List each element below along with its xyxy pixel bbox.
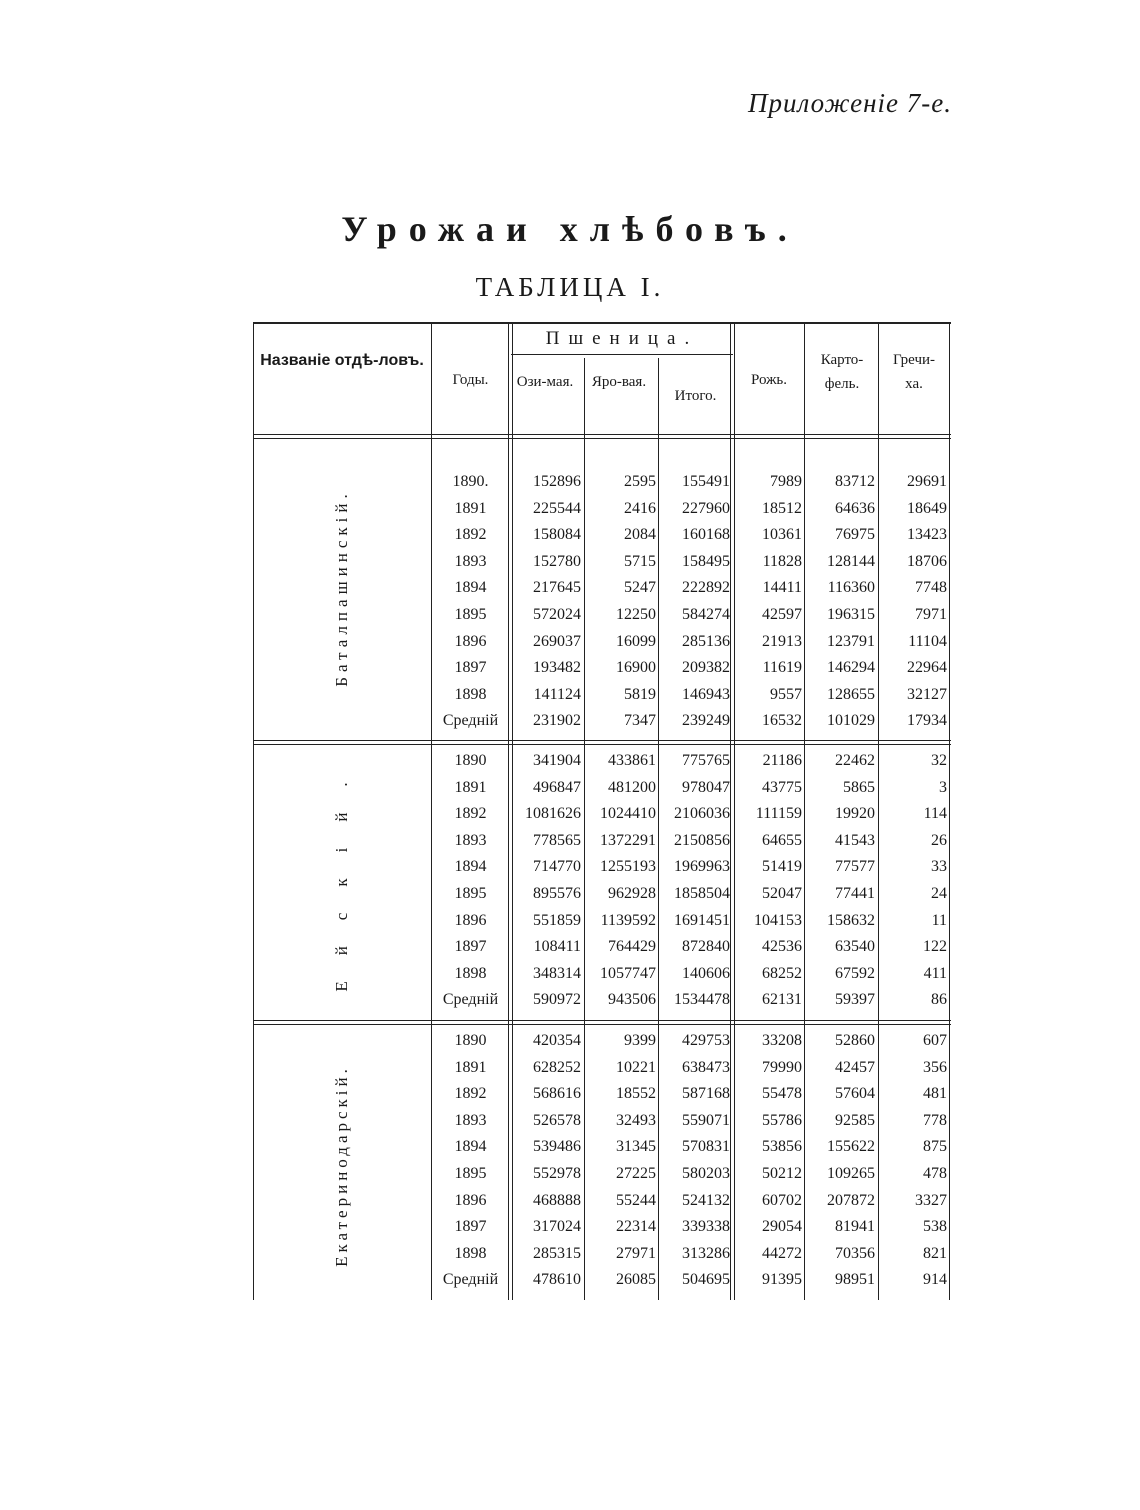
row-year-cell: 1894 — [454, 1138, 487, 1156]
rye-cell: 11619 — [762, 659, 802, 677]
wheat-total-cell: 1691451 — [674, 911, 730, 929]
wheat-total-cell: 584274 — [682, 606, 730, 623]
wheat-total-cell: 1534478 — [674, 991, 730, 1009]
potato-cell: 76975 — [835, 526, 875, 544]
spring-wheat-cell: 481200 — [608, 778, 656, 796]
spring-wheat-cell: 2416 — [624, 499, 656, 517]
winter-wheat-cell: 496847 — [533, 778, 581, 796]
winter-wheat-cell: 317024 — [533, 1218, 581, 1236]
rye-cell: 62131 — [762, 991, 802, 1009]
wheat-total-cell: 587168 — [682, 1085, 730, 1103]
potato-cell: 81941 — [835, 1218, 875, 1236]
buckwheat-cell: 3327 — [915, 1191, 947, 1209]
potato-cell: 67592 — [835, 964, 875, 982]
table-row — [253, 1214, 951, 1241]
rye-cell: 7989 — [770, 473, 802, 490]
page-title: Урожаи хлѣбовъ. — [341, 209, 799, 249]
buckwheat-cell: 11104 — [908, 632, 947, 650]
rye-cell: 10361 — [762, 526, 802, 544]
spring-wheat-cell: 1139592 — [600, 911, 656, 929]
wheat-total-cell: 209382 — [682, 659, 730, 677]
group-name-batalpashinsky: Баталпашинскій. — [332, 489, 351, 687]
potato-cell: 109265 — [827, 1165, 875, 1182]
rye-cell: 104153 — [754, 911, 802, 929]
table-row — [253, 1241, 951, 1268]
winter-wheat-cell: 572024 — [533, 606, 581, 623]
buckwheat-cell: 29691 — [907, 473, 947, 490]
winter-wheat-cell: 141124 — [533, 685, 581, 703]
spring-wheat-cell: 16900 — [616, 659, 656, 677]
spring-wheat-cell: 27971 — [616, 1244, 656, 1262]
spring-wheat-cell: 22314 — [616, 1218, 656, 1236]
spring-wheat-cell: 16099 — [616, 632, 656, 650]
potato-cell: 92585 — [835, 1111, 875, 1129]
winter-wheat-cell: 269037 — [533, 632, 581, 650]
table-row — [253, 1055, 951, 1082]
winter-wheat-cell: 539486 — [533, 1138, 581, 1156]
table-row — [253, 828, 951, 855]
row-year-cell: 1892 — [454, 526, 487, 544]
winter-wheat-cell: 895576 — [533, 885, 581, 902]
spring-wheat-cell: 55244 — [616, 1191, 656, 1209]
winter-wheat-cell: 108411 — [533, 938, 581, 956]
buckwheat-cell: 821 — [923, 1244, 947, 1262]
spring-wheat-cell: 9399 — [624, 1032, 656, 1049]
table-row — [253, 1188, 951, 1215]
winter-wheat-cell: 217645 — [533, 579, 581, 597]
rye-cell: 55786 — [762, 1111, 802, 1129]
rye-cell: 52047 — [762, 885, 802, 902]
potato-cell: 128144 — [827, 552, 875, 570]
row-year-cell: 1895 — [454, 1165, 487, 1182]
row-year-cell: 1897 — [454, 659, 487, 677]
spring-wheat-cell: 962928 — [608, 885, 656, 902]
buckwheat-cell: 22964 — [907, 659, 947, 677]
spring-wheat-cell: 5715 — [624, 552, 656, 570]
spring-wheat-cell: 18552 — [616, 1085, 656, 1103]
rye-cell: 55478 — [762, 1085, 802, 1103]
buckwheat-cell: 478 — [923, 1165, 947, 1182]
winter-wheat-cell: 152896 — [533, 473, 581, 490]
spring-wheat-cell: 7347 — [624, 712, 656, 730]
row-year-cell: 1895 — [454, 606, 487, 623]
row-year-cell: 1890 — [454, 1032, 487, 1049]
buckwheat-cell: 17934 — [907, 712, 947, 730]
wheat-total-cell: 638473 — [682, 1058, 730, 1076]
buckwheat-cell: 875 — [923, 1138, 947, 1156]
table-row — [253, 1161, 951, 1188]
table-row — [253, 682, 951, 709]
header-bottom-rule — [253, 434, 951, 439]
wheat-total-cell: 155491 — [682, 473, 730, 490]
rye-cell: 44272 — [762, 1244, 802, 1262]
header-total: Итого. — [674, 388, 717, 404]
wheat-total-cell: 222892 — [682, 579, 730, 597]
rye-cell: 50212 — [762, 1165, 802, 1182]
winter-wheat-cell: 714770 — [533, 858, 581, 876]
winter-wheat-cell: 420354 — [533, 1032, 581, 1049]
row-year-cell: 1893 — [454, 552, 487, 570]
winter-wheat-cell: 348314 — [533, 964, 581, 982]
winter-wheat-cell: 526578 — [533, 1111, 581, 1129]
row-year-cell: 1894 — [454, 579, 487, 597]
wheat-total-cell: 158495 — [682, 552, 730, 570]
wheat-total-cell: 227960 — [682, 499, 730, 517]
potato-cell: 5865 — [843, 778, 875, 796]
potato-cell: 116360 — [827, 579, 875, 597]
table-row — [253, 881, 951, 908]
rye-cell: 11828 — [762, 552, 802, 570]
wheat-total-cell: 978047 — [682, 778, 730, 796]
spring-wheat-cell: 5819 — [624, 685, 656, 703]
rye-cell: 51419 — [762, 858, 802, 876]
buckwheat-cell: 356 — [923, 1058, 947, 1076]
table-row — [253, 908, 951, 935]
wheat-total-cell: 524132 — [682, 1191, 730, 1209]
table-row — [253, 469, 951, 496]
row-year-cell: 1893 — [454, 831, 487, 849]
header-potato: Карто-фель. — [820, 352, 864, 392]
potato-cell: 101029 — [827, 712, 875, 730]
potato-cell: 207872 — [827, 1191, 875, 1209]
table-row — [253, 575, 951, 602]
buckwheat-cell: 13423 — [907, 526, 947, 544]
winter-wheat-cell: 551859 — [533, 911, 581, 929]
rye-cell: 91395 — [762, 1271, 802, 1289]
buckwheat-cell: 26 — [931, 831, 947, 849]
row-year-cell: 1895 — [454, 885, 487, 902]
buckwheat-cell: 114 — [923, 805, 947, 823]
spring-wheat-cell: 943506 — [608, 991, 656, 1009]
potato-cell: 42457 — [835, 1058, 875, 1076]
row-year-cell: 1896 — [454, 632, 487, 650]
potato-cell: 63540 — [835, 938, 875, 956]
row-year-cell: Средній — [442, 712, 499, 730]
wheat-total-cell: 775765 — [682, 752, 730, 769]
spring-wheat-cell: 12250 — [616, 606, 656, 623]
table-row — [253, 801, 951, 828]
table-row — [253, 961, 951, 988]
winter-wheat-cell: 152780 — [533, 552, 581, 570]
potato-cell: 123791 — [827, 632, 875, 650]
wheat-total-cell: 339338 — [682, 1218, 730, 1236]
winter-wheat-cell: 590972 — [533, 991, 581, 1009]
winter-wheat-cell: 341904 — [533, 752, 581, 769]
wheat-total-cell: 429753 — [682, 1032, 730, 1049]
row-year-cell: 1898 — [454, 685, 487, 703]
row-year-cell: Средній — [442, 991, 499, 1009]
table-row — [253, 934, 951, 961]
wheat-total-cell: 570831 — [682, 1138, 730, 1156]
table-row — [253, 708, 951, 735]
buckwheat-cell: 3 — [939, 778, 947, 796]
winter-wheat-cell: 225544 — [533, 499, 581, 517]
header-years: Годы. — [452, 372, 489, 388]
spring-wheat-cell: 1057747 — [600, 964, 656, 982]
spring-wheat-cell: 5247 — [624, 579, 656, 597]
buckwheat-cell: 538 — [923, 1218, 947, 1236]
winter-wheat-cell: 568616 — [533, 1085, 581, 1103]
header-wheat: Пшеница. — [545, 328, 699, 349]
wheat-total-cell: 504695 — [682, 1271, 730, 1289]
potato-cell: 41543 — [835, 831, 875, 849]
rye-cell: 60702 — [762, 1191, 802, 1209]
rye-cell: 43775 — [762, 778, 802, 796]
wheat-total-cell: 580203 — [682, 1165, 730, 1182]
potato-cell: 83712 — [835, 473, 875, 490]
potato-cell: 59397 — [835, 991, 875, 1009]
row-year-cell: 1894 — [454, 858, 487, 876]
buckwheat-cell: 481 — [923, 1085, 947, 1103]
winter-wheat-cell: 478610 — [533, 1271, 581, 1289]
wheat-total-cell: 140606 — [682, 964, 730, 982]
buckwheat-cell: 411 — [923, 964, 947, 982]
winter-wheat-cell: 468888 — [533, 1191, 581, 1209]
rye-cell: 21913 — [762, 632, 802, 650]
table-row — [253, 775, 951, 802]
buckwheat-cell: 24 — [931, 885, 947, 902]
row-year-cell: 1896 — [454, 1191, 487, 1209]
wheat-total-cell: 872840 — [682, 938, 730, 956]
row-year-cell: 1897 — [454, 1218, 487, 1236]
spring-wheat-cell: 1372291 — [600, 831, 656, 849]
table-row — [253, 1134, 951, 1161]
spring-wheat-cell: 1255193 — [600, 858, 656, 876]
potato-cell: 155622 — [827, 1138, 875, 1156]
rye-cell: 53856 — [762, 1138, 802, 1156]
table-row — [253, 496, 951, 523]
header-buckwheat: Гречи-ха. — [892, 352, 936, 392]
wheat-underline — [511, 354, 733, 355]
buckwheat-cell: 914 — [923, 1271, 947, 1289]
buckwheat-cell: 7971 — [915, 606, 947, 623]
header-name: Названіе отдѣ-ловъ. — [260, 352, 424, 369]
buckwheat-cell: 33 — [931, 858, 947, 876]
wheat-total-cell: 146943 — [682, 685, 730, 703]
table-row — [253, 854, 951, 881]
table-row — [253, 549, 951, 576]
table-subtitle: ТАБЛИЦА I. — [475, 272, 665, 302]
rye-cell: 68252 — [762, 964, 802, 982]
winter-wheat-cell: 628252 — [533, 1058, 581, 1076]
potato-cell: 70356 — [835, 1244, 875, 1262]
rye-cell: 64655 — [762, 831, 802, 849]
table-row — [253, 748, 951, 775]
row-year-cell: 1896 — [454, 911, 487, 929]
row-year-cell: 1891 — [454, 778, 487, 796]
potato-cell: 196315 — [827, 606, 875, 623]
rye-cell: 9557 — [770, 685, 802, 703]
winter-wheat-cell: 778565 — [533, 831, 581, 849]
potato-cell: 22462 — [835, 752, 875, 769]
row-year-cell: 1898 — [454, 1244, 487, 1262]
buckwheat-cell: 778 — [923, 1111, 947, 1129]
buckwheat-cell: 122 — [923, 938, 947, 956]
potato-cell: 146294 — [827, 659, 875, 677]
header-winter: Ози-мая. — [516, 374, 574, 390]
spring-wheat-cell: 10221 — [616, 1058, 656, 1076]
wheat-total-cell: 1858504 — [674, 885, 730, 902]
rye-cell: 14411 — [762, 579, 802, 597]
winter-wheat-cell: 193482 — [533, 659, 581, 677]
buckwheat-cell: 7748 — [915, 579, 947, 597]
winter-wheat-cell: 231902 — [533, 712, 581, 730]
row-year-cell: 1892 — [454, 1085, 487, 1103]
row-year-cell: 1890. — [452, 473, 489, 490]
rye-cell: 21186 — [762, 752, 802, 769]
rye-cell: 18512 — [762, 499, 802, 517]
buckwheat-cell: 18649 — [907, 499, 947, 517]
wheat-total-cell: 2150856 — [674, 831, 730, 849]
potato-cell: 19920 — [835, 805, 875, 823]
header-spring: Яро-вая. — [591, 374, 647, 390]
wheat-total-cell: 2106036 — [674, 805, 730, 823]
potato-cell: 64636 — [835, 499, 875, 517]
winter-wheat-cell: 158084 — [533, 526, 581, 544]
rye-cell: 79990 — [762, 1058, 802, 1076]
potato-cell: 98951 — [835, 1271, 875, 1289]
table-row — [253, 987, 951, 1014]
table-row — [253, 1108, 951, 1135]
table-row — [253, 655, 951, 682]
spring-wheat-cell: 31345 — [616, 1138, 656, 1156]
table-row — [253, 1267, 951, 1294]
spring-wheat-cell: 26085 — [616, 1271, 656, 1289]
spring-wheat-cell: 27225 — [616, 1165, 656, 1182]
row-year-cell: 1898 — [454, 964, 487, 982]
buckwheat-cell: 18706 — [907, 552, 947, 570]
row-year-cell: 1897 — [454, 938, 487, 956]
wheat-total-cell: 313286 — [682, 1244, 730, 1262]
row-year-cell: 1893 — [454, 1111, 487, 1129]
spring-wheat-cell: 1024410 — [600, 805, 656, 823]
group-divider-1 — [253, 740, 951, 745]
row-year-cell: Средній — [442, 1271, 499, 1289]
potato-cell: 128655 — [827, 685, 875, 703]
row-year-cell: 1892 — [454, 805, 487, 823]
winter-wheat-cell: 552978 — [533, 1165, 581, 1182]
harvest-table — [253, 322, 951, 1300]
potato-cell: 57604 — [835, 1085, 875, 1103]
buckwheat-cell: 32 — [931, 752, 947, 769]
table-row — [253, 1028, 951, 1055]
table-row — [253, 602, 951, 629]
buckwheat-cell: 32127 — [907, 685, 947, 703]
group-divider-2 — [253, 1020, 951, 1025]
spring-wheat-cell: 764429 — [608, 938, 656, 956]
row-year-cell: 1891 — [454, 499, 487, 517]
appendix-label: Приложеніе 7-е. — [747, 88, 952, 118]
potato-cell: 52860 — [835, 1032, 875, 1049]
row-year-cell: 1890 — [454, 752, 487, 769]
winter-wheat-cell: 285315 — [533, 1244, 581, 1262]
buckwheat-cell: 11 — [931, 911, 947, 929]
rye-cell: 111159 — [755, 805, 802, 823]
potato-cell: 77577 — [835, 858, 875, 876]
wheat-total-cell: 160168 — [682, 526, 730, 544]
group-name-ekaterinodarsky: Екатеринодарскій. — [332, 1065, 351, 1267]
buckwheat-cell: 86 — [931, 991, 947, 1009]
spring-wheat-cell: 2084 — [624, 526, 656, 544]
table-row — [253, 1081, 951, 1108]
table-row — [253, 629, 951, 656]
spring-wheat-cell: 433861 — [608, 752, 656, 769]
wheat-total-cell: 239249 — [682, 712, 730, 730]
rye-cell: 33208 — [762, 1032, 802, 1049]
potato-cell: 77441 — [835, 885, 875, 902]
rye-cell: 42597 — [762, 606, 802, 623]
buckwheat-cell: 607 — [923, 1032, 947, 1049]
group-name-eysky: Ейскій. — [332, 756, 351, 992]
potato-cell: 158632 — [827, 911, 875, 929]
rye-cell: 29054 — [762, 1218, 802, 1236]
spring-wheat-cell: 32493 — [616, 1111, 656, 1129]
winter-wheat-cell: 1081626 — [525, 805, 581, 823]
wheat-total-cell: 285136 — [682, 632, 730, 650]
rye-cell: 16532 — [762, 712, 802, 730]
wheat-total-cell: 559071 — [682, 1111, 730, 1129]
wheat-total-cell: 1969963 — [674, 858, 730, 876]
table-row — [253, 522, 951, 549]
spring-wheat-cell: 2595 — [624, 473, 656, 490]
row-year-cell: 1891 — [454, 1058, 487, 1076]
header-rye: Рожь. — [750, 372, 788, 388]
rye-cell: 42536 — [762, 938, 802, 956]
